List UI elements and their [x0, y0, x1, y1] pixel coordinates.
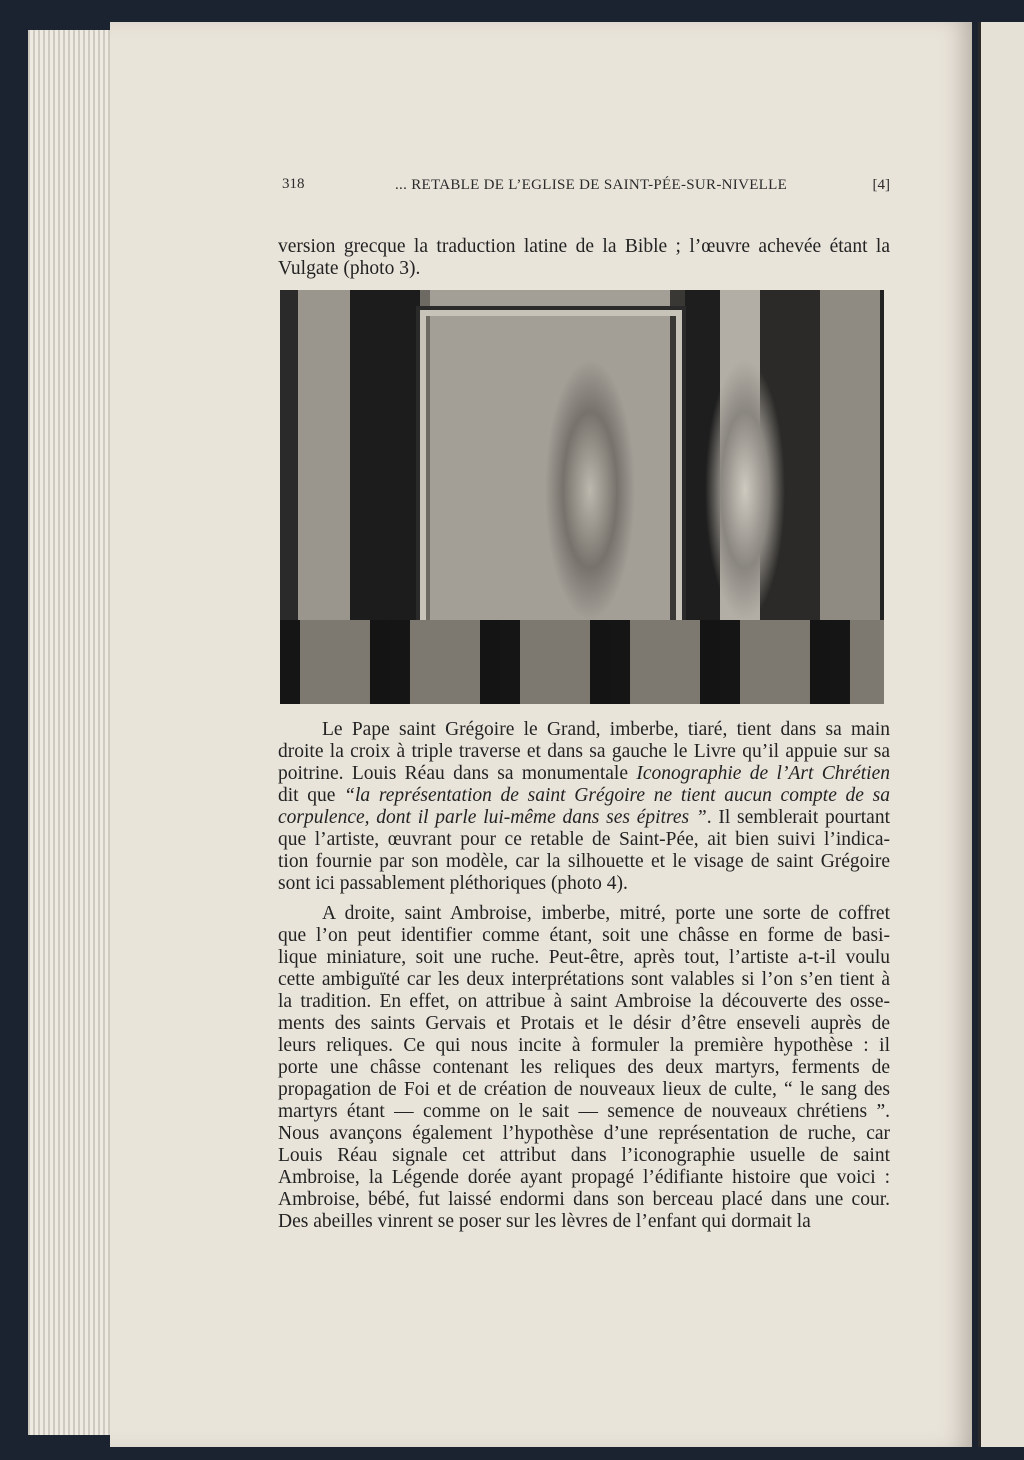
text-segment: dit que [278, 785, 345, 806]
running-title: ... RETABLE DE L’EGLISE DE SAINT-PÉE-SUR-NIVELLE [395, 177, 788, 193]
page-number: 318 [282, 176, 305, 192]
text-line [278, 719, 890, 741]
running-header [282, 176, 890, 198]
text-segment: cette ambiguïté car les deux interprétations sont valables si l’on s’en tient à [278, 969, 890, 990]
text-line [278, 785, 890, 807]
italic-text: corpulence, dont il parle lui-même dans ses épitres ” [278, 807, 707, 828]
text-segment: que l’on peut identifier comme étant, soit une châsse en forme de basi- [278, 925, 890, 946]
text-segment: . Il semblerait pourtant [706, 807, 890, 828]
text-segment: la tradition. En effet, on attribue à saint Ambroise la découverte des osse- [278, 991, 890, 1012]
text-segment: Des abeilles vinrent se poser sur les lèvres de l’enfant qui dormait la [278, 1211, 811, 1232]
text-segment: Vulgate (photo 3). [278, 258, 421, 279]
text-line [278, 1013, 890, 1035]
text-line [278, 1123, 890, 1145]
text-segment: tion fournie par son modèle, car la silhouette et le visage de saint Grégoire [278, 851, 890, 872]
text-line [278, 763, 890, 785]
text-line [278, 1211, 890, 1233]
italic-text: “la représentation de saint Grégoire ne tient aucun compte de sa [344, 785, 890, 806]
text-line [278, 1189, 890, 1211]
text-segment: poitrine. Louis Réau dans sa monumentale [278, 763, 637, 784]
text-line [278, 947, 890, 969]
text-line [278, 807, 890, 829]
photo-balustrade [280, 620, 884, 704]
text-line [278, 829, 890, 851]
text-segment: propagation de Foi et de création de nouveaux lieux de culte, “ le sang des [278, 1079, 890, 1100]
photo-statues-gregoire-ambroise [280, 290, 884, 704]
text-segment: que l’artiste, œuvrant pour ce retable de Saint-Pée, ait bien suivi l’indica- [278, 829, 890, 850]
text-segment: sont ici passablement pléthoriques (photo 4). [278, 873, 628, 894]
text-segment: ments des saints Gervais et Protais et le désir d’être enseveli auprès de [278, 1013, 890, 1034]
paragraph-ambroise [278, 903, 890, 1233]
text-segment: Ambroise, bébé, fut laissé endormi dans son berceau placé dans une cour. [278, 1189, 890, 1210]
text-segment: A droite, saint Ambroise, imberbe, mitré, porte une sorte de coffret [322, 903, 890, 924]
text-segment: martyrs étant — comme on le sait — semence de nouveaux chrétiens ”. [278, 1101, 890, 1122]
text-segment: droite la croix à triple traverse et dans sa gauche le Livre qu’il appuie sur sa [278, 741, 890, 762]
text-line [278, 1079, 890, 1101]
text-line [278, 851, 890, 873]
text-line [278, 1101, 890, 1123]
text-segment: version grecque la traduction latine de la Bible ; l’œuvre achevée étant la [278, 236, 890, 257]
text-line [278, 903, 890, 925]
text-line [278, 236, 890, 258]
text-line [278, 969, 890, 991]
text-segment: leurs reliques. Ce qui nous incite à formuler la première hypothèse : il [278, 1035, 890, 1056]
text-line [278, 1167, 890, 1189]
text-line [278, 741, 890, 763]
text-line [278, 991, 890, 1013]
text-segment: lique miniature, soit une ruche. Peut-être, après tout, l’artiste a-t-il voulu [278, 947, 890, 968]
text-line [278, 873, 890, 895]
text-segment: Nous avançons également l’hypothèse d’une représentation de ruche, car [278, 1123, 890, 1144]
text-line [278, 258, 890, 280]
text-line [278, 925, 890, 947]
text-segment: Ambroise, la Légende dorée ayant propagé l’édifiante histoire que voici : [278, 1167, 890, 1188]
text-line [278, 1145, 890, 1167]
text-segment: porte une châsse contenant les reliques des deux martyrs, ferments de [278, 1057, 890, 1078]
photo-retable-frame [420, 310, 682, 632]
text-segment: Louis Réau signale cet attribut dans l’iconographie usuelle de saint [278, 1145, 890, 1166]
italic-text: Iconographie de l’Art Chrétien [636, 763, 890, 784]
facing-page-edge [978, 22, 1024, 1447]
intro-text [278, 236, 890, 280]
paragraph-gregoire [278, 719, 890, 895]
section-number: [4] [872, 177, 890, 193]
text-segment: Le Pape saint Grégoire le Grand, imberbe, tiaré, tient dans sa main [322, 719, 890, 740]
text-line [278, 1057, 890, 1079]
text-line [278, 1035, 890, 1057]
